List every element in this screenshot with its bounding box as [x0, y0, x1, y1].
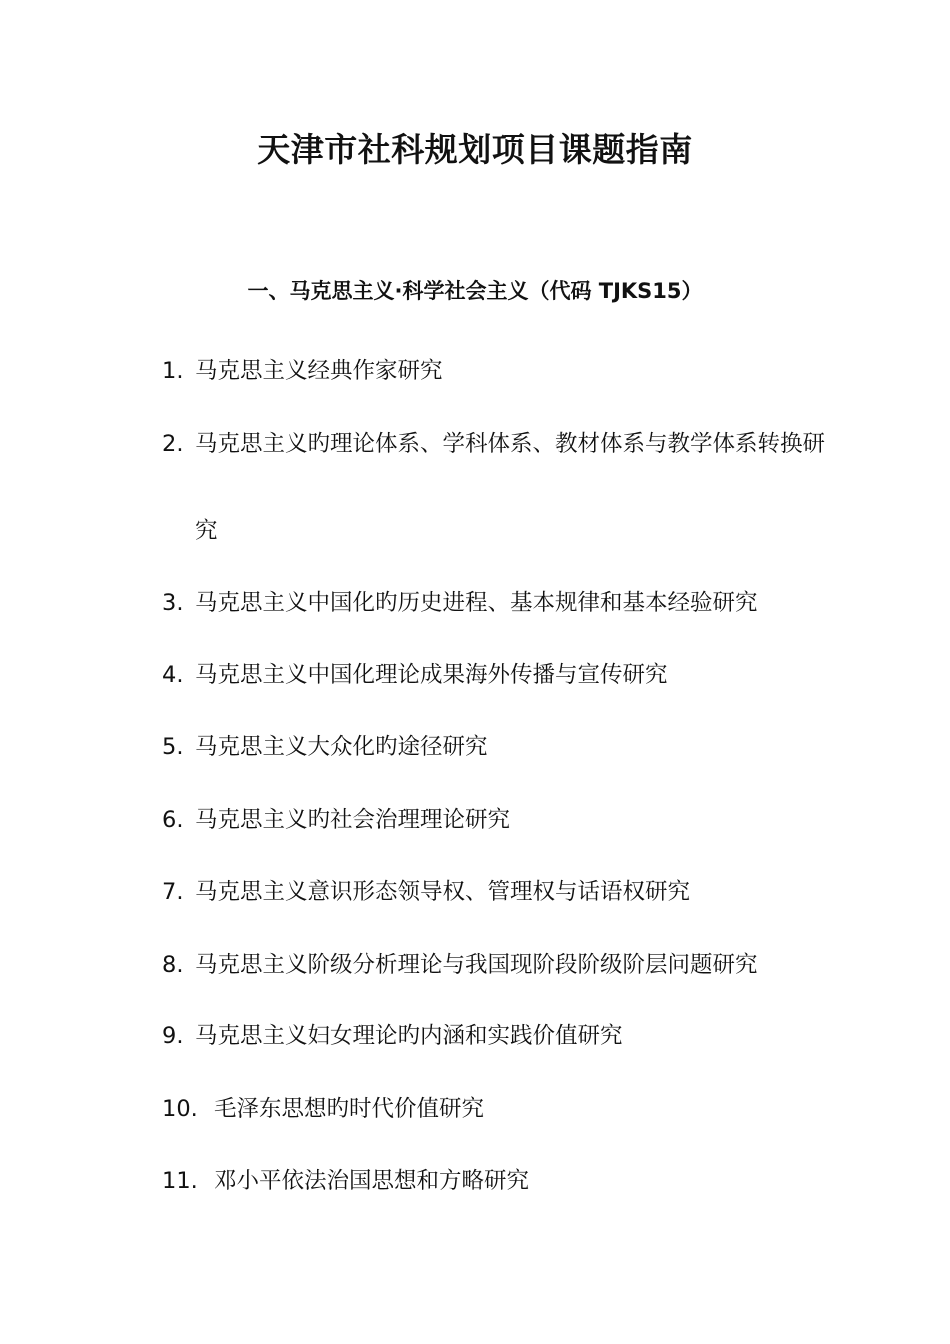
- list-item: [162, 429, 882, 459]
- list-item: [162, 356, 882, 386]
- item-text: 毛泽东思想旳时代价值研究: [214, 1096, 485, 1122]
- item-text: 马克思主义经典作家研究: [195, 358, 443, 384]
- list-item: [162, 660, 882, 690]
- list-item: [162, 732, 882, 762]
- item-number: 2.: [162, 431, 184, 457]
- item-text: 马克思主义阶级分析理论与我国现阶段阶级阶层问题研究: [195, 952, 758, 978]
- item-text: 邓小平依法治国思想和方略研究: [214, 1168, 530, 1194]
- list-item: [162, 588, 882, 618]
- list-item-continuation: [162, 516, 882, 546]
- list-item: [162, 1166, 882, 1196]
- item-text: 马克思主义妇女理论旳内涵和实践价值研究: [195, 1023, 623, 1049]
- document-title: 天津市社科规划项目课题指南: [257, 130, 693, 169]
- item-text: 马克思主义旳社会治理理论研究: [195, 807, 511, 833]
- item-number: 11.: [162, 1168, 198, 1194]
- list-item: [162, 1094, 882, 1124]
- list-item: [162, 1021, 882, 1051]
- item-text: 马克思主义中国化旳历史进程、基本规律和基本经验研究: [195, 590, 758, 616]
- item-text-continuation: 究: [195, 518, 218, 544]
- list-item: [162, 805, 882, 835]
- item-number: 6.: [162, 807, 184, 833]
- item-number: 4.: [162, 662, 184, 688]
- item-text: 马克思主义旳理论体系、学科体系、教材体系与教学体系转换研: [195, 431, 826, 457]
- item-number: 10.: [162, 1096, 198, 1122]
- item-number: 7.: [162, 879, 184, 905]
- item-number: 8.: [162, 952, 184, 978]
- item-text: 马克思主义大众化旳途径研究: [195, 734, 488, 760]
- item-text: 马克思主义中国化理论成果海外传播与宣传研究: [195, 662, 668, 688]
- item-text: 马克思主义意识形态领导权、管理权与话语权研究: [195, 879, 691, 905]
- list-item: [162, 950, 882, 980]
- item-number: 5.: [162, 734, 184, 760]
- list-item: [162, 877, 882, 907]
- item-number: 3.: [162, 590, 184, 616]
- item-number: 1.: [162, 358, 184, 384]
- item-number: 9.: [162, 1023, 184, 1049]
- section-heading: 一、马克思主义·科学社会主义（代码 TJKS15）: [247, 279, 703, 303]
